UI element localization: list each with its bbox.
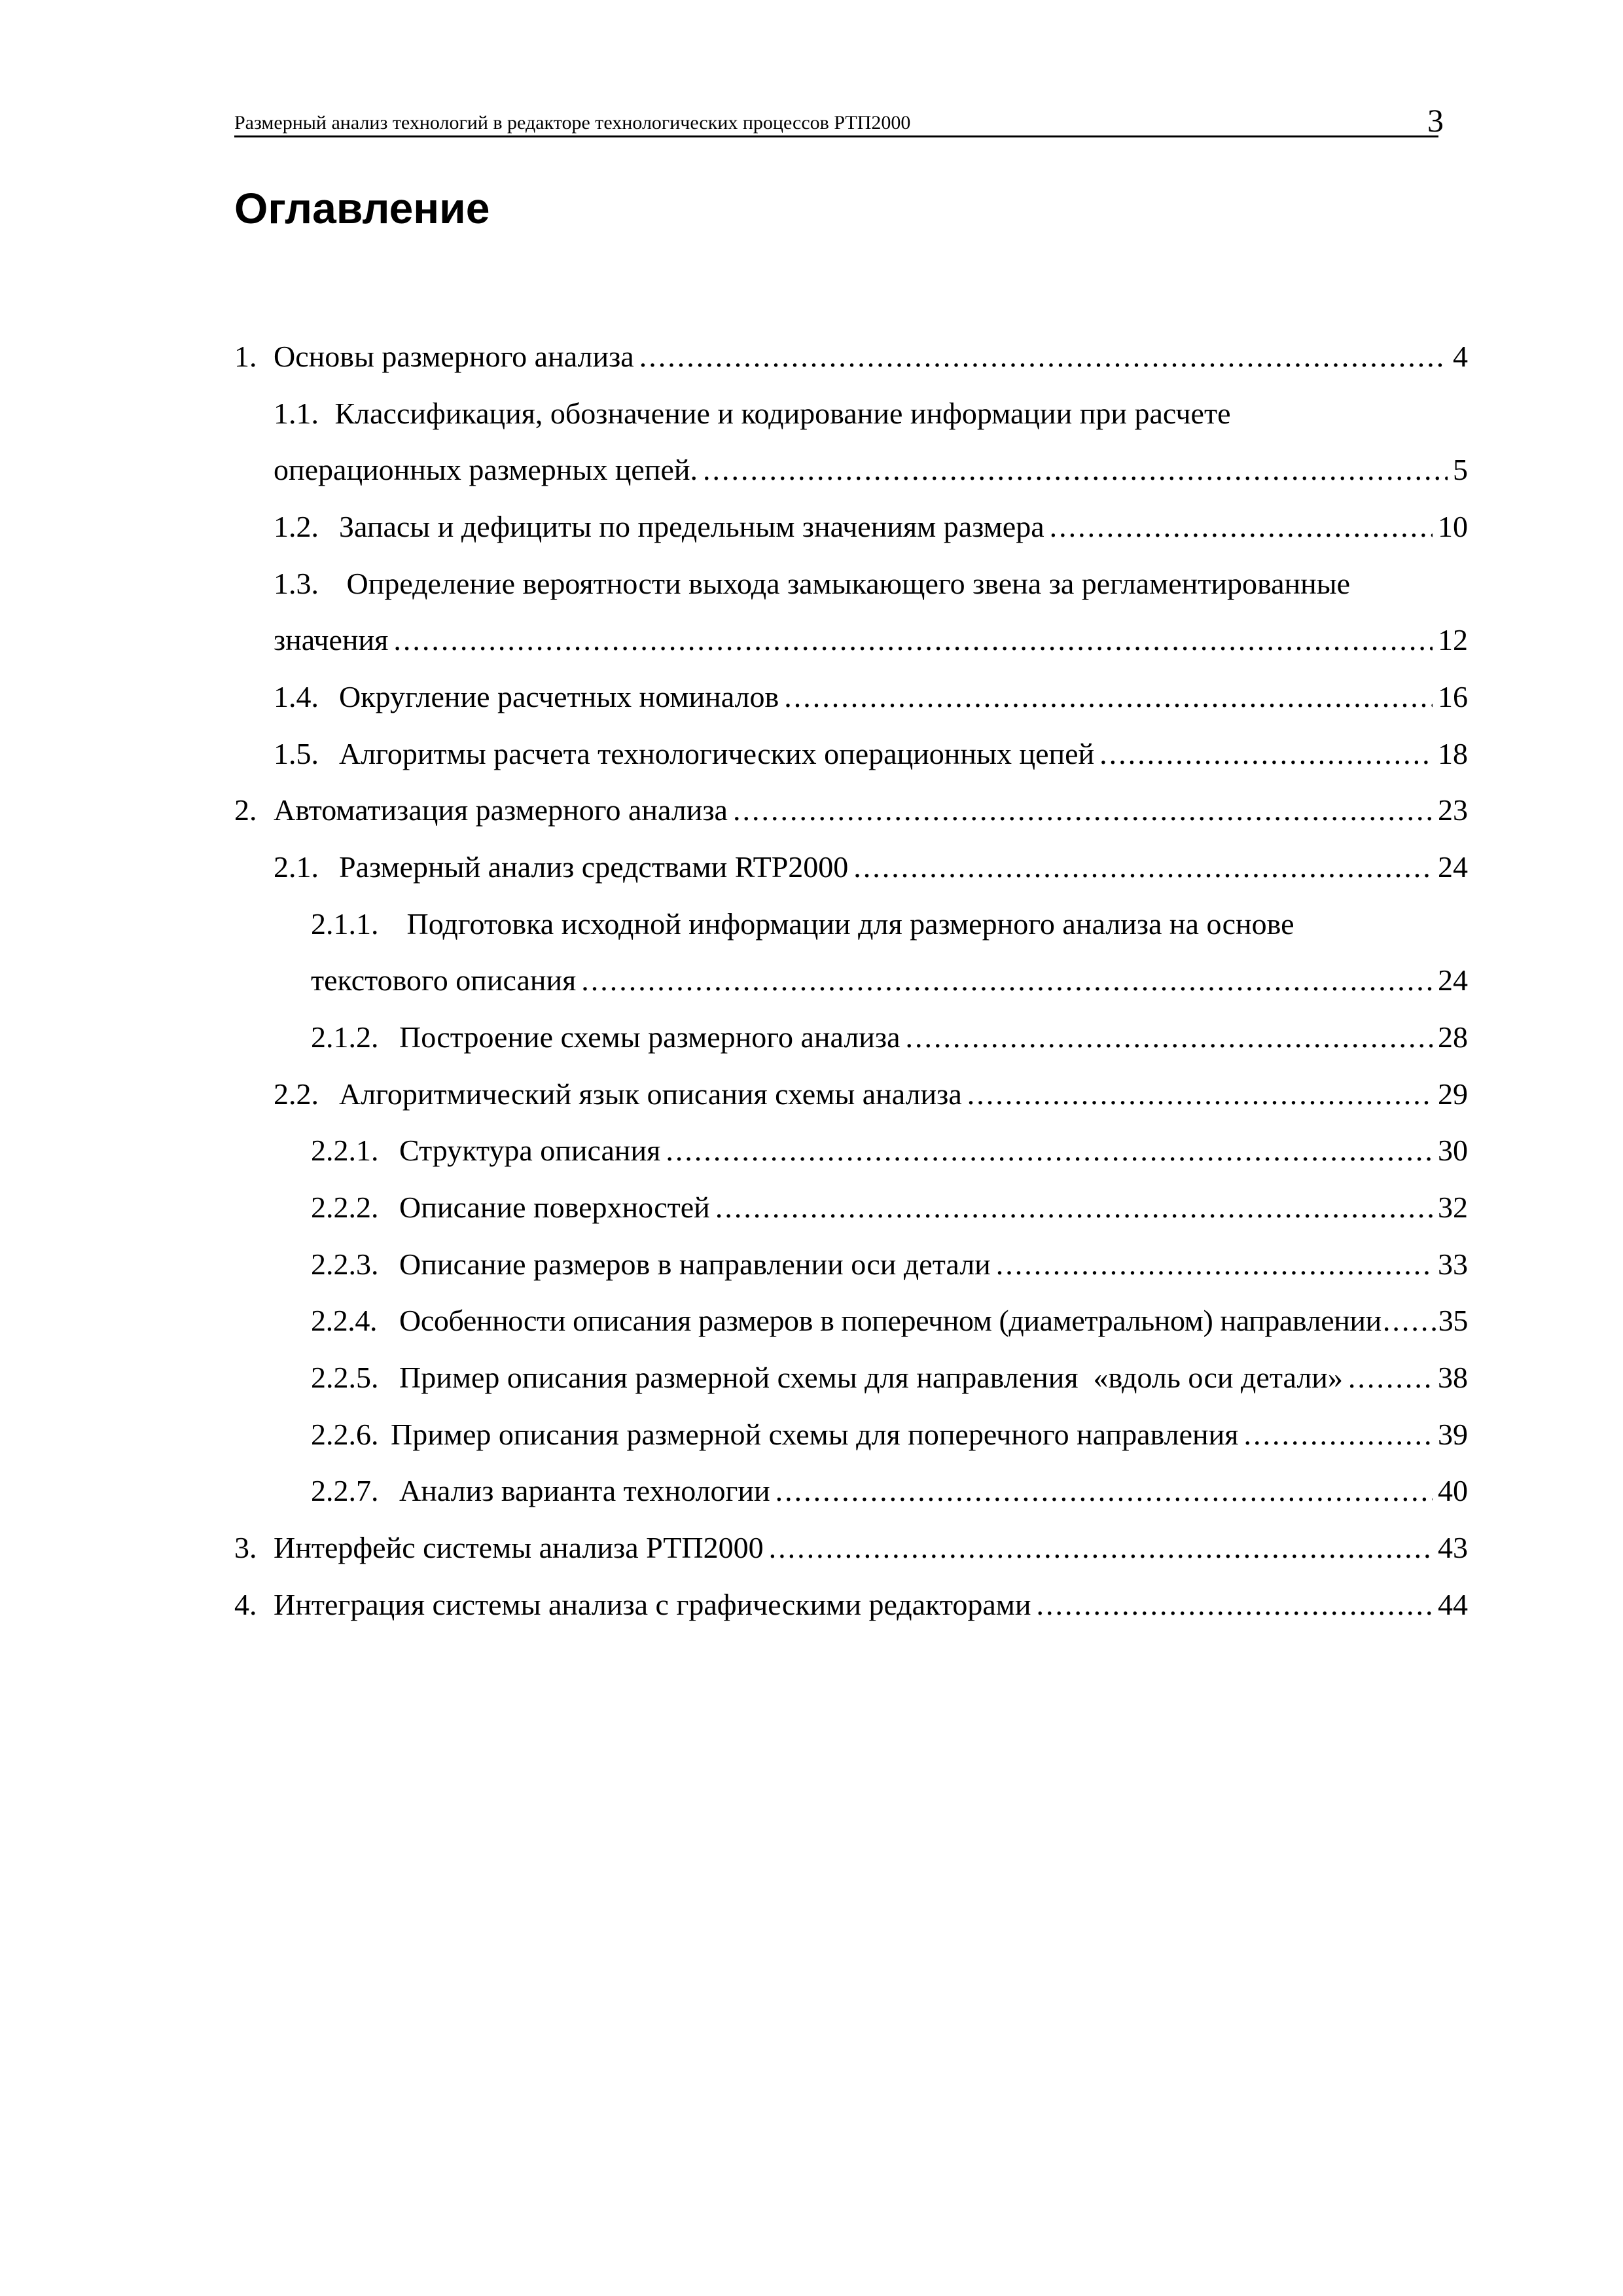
toc-entry-number: 1.	[234, 340, 257, 373]
toc-dot-leader	[996, 1245, 1433, 1284]
toc-dot-leader	[733, 791, 1433, 830]
toc-entry-number: 1.5.	[274, 737, 319, 770]
toc-dot-leader	[703, 450, 1448, 490]
toc-entry-title: текстового описания	[311, 963, 577, 997]
toc-entry-page: 39	[1438, 1418, 1468, 1451]
toc-entry-title: Основы размерного анализа	[274, 340, 634, 373]
toc-dot-leader	[393, 620, 1433, 660]
toc-entry-1-2[interactable]	[274, 507, 1468, 547]
toc-entry-number: 2.1.2.	[311, 1020, 379, 1054]
toc-entry-page: 38	[1438, 1361, 1468, 1394]
toc-entry-title: Описание поверхностей	[399, 1191, 710, 1224]
toc-entry-2-2-2[interactable]	[311, 1188, 1468, 1227]
toc-entry-page: 18	[1438, 737, 1468, 770]
toc-entry-number: 2.2.1.	[311, 1134, 379, 1167]
toc-entry-2[interactable]	[234, 791, 1468, 830]
toc-entry-title: Определение вероятности выхода замыкающего звена за регламентированные	[346, 567, 1351, 600]
toc-entry-2-2-7[interactable]	[311, 1471, 1468, 1511]
toc-entry-number: 2.2.4.	[311, 1304, 378, 1337]
toc-dot-leader	[776, 1471, 1433, 1511]
toc-entry-number: 1.4.	[274, 680, 319, 713]
toc-entry-title: Подготовка исходной информации для размерного анализа на основе	[406, 907, 1294, 941]
toc-entry-page: 33	[1438, 1247, 1468, 1281]
toc-dot-leader	[1099, 734, 1433, 774]
running-header-title: Размерный анализ технологий в редакторе технологических процессов РТП2000	[234, 112, 911, 134]
toc-entry-4[interactable]	[234, 1585, 1468, 1624]
toc-entry-title: Пример описания размерной схемы для направления «вдоль оси детали»	[399, 1361, 1343, 1394]
toc-entry-number: 3.	[234, 1531, 257, 1564]
toc-entry-1-4[interactable]	[274, 677, 1468, 717]
toc-entry-number: 2.2.5.	[311, 1361, 379, 1394]
toc-entry-page: 24	[1438, 850, 1468, 884]
page-number: 3	[1427, 102, 1444, 139]
toc-dot-leader	[666, 1131, 1433, 1170]
toc-entry-page: 44	[1438, 1588, 1468, 1621]
toc-dot-leader	[639, 337, 1448, 376]
toc-entry-title: Анализ варианта технологии	[399, 1474, 770, 1507]
toc-entry-number: 2.2.7.	[311, 1474, 379, 1507]
toc-entry-2-2[interactable]	[274, 1075, 1468, 1114]
toc-entry-2-2-1[interactable]	[311, 1131, 1468, 1170]
toc-entry-title: Построение схемы размерного анализа	[399, 1020, 901, 1054]
toc-dot-leader	[581, 961, 1433, 1000]
toc-entry-title: Запасы и дефициты по предельным значениям размера	[339, 510, 1044, 543]
toc-entry-page: 23	[1438, 793, 1468, 827]
toc-dot-leader	[853, 848, 1433, 887]
toc-entry-page: 24	[1438, 963, 1468, 997]
toc-entry-title: Автоматизация размерного анализа	[274, 793, 728, 827]
toc-entry-title: Размерный анализ средствами RTP2000	[339, 850, 849, 884]
toc-entry-title: Пример описания размерной схемы для поперечного направления	[391, 1418, 1239, 1451]
toc-entry-number: 2.	[234, 793, 257, 827]
toc-entry-number: 2.2.3.	[311, 1247, 379, 1281]
page-title: Оглавление	[234, 184, 490, 232]
toc-entry-number: 1.1.	[274, 397, 319, 430]
toc-entry-1-5[interactable]	[274, 734, 1468, 774]
toc-entry-2-2-6[interactable]	[311, 1415, 1468, 1454]
toc-entry-1-3-continued[interactable]	[274, 620, 1468, 660]
toc-entry-number: 2.2.	[274, 1077, 319, 1111]
toc-entry-title: Особенности описания размеров в поперечном (диаметральном) направлении	[399, 1304, 1382, 1337]
toc-entry-number: 1.3.	[274, 567, 319, 600]
toc-entry-title: Округление расчетных номиналов	[339, 680, 779, 713]
toc-entry-page: 5	[1453, 453, 1468, 486]
toc-entry-title: Интерфейс системы анализа РТП2000	[274, 1531, 764, 1564]
toc-entry-3[interactable]	[234, 1528, 1468, 1568]
toc-entry-page: 35	[1438, 1304, 1468, 1337]
toc-entry-title: Алгоритмический язык описания схемы анализа	[339, 1077, 962, 1111]
toc-entry-2-1-1[interactable]	[311, 905, 1294, 944]
toc-entry-page: 40	[1438, 1474, 1468, 1507]
toc-entry-number: 2.2.2.	[311, 1191, 379, 1224]
toc-entry-page: 16	[1438, 680, 1468, 713]
toc-entry-title: Интеграция системы анализа с графическими редакторами	[274, 1588, 1031, 1621]
toc-entry-page: 43	[1438, 1531, 1468, 1564]
toc-entry-title: Структура описания	[399, 1134, 661, 1167]
toc-entry-2-1-2[interactable]	[311, 1018, 1468, 1057]
toc-entry-page: 10	[1438, 510, 1468, 543]
toc-entry-1-3[interactable]	[274, 564, 1350, 603]
toc-entry-number: 4.	[234, 1588, 257, 1621]
toc-entry-page: 4	[1453, 340, 1468, 373]
toc-entry-title: операционных размерных цепей.	[274, 453, 698, 486]
toc-dot-leader	[1348, 1358, 1433, 1397]
toc-entry-title: Классификация, обозначение и кодирование информации при расчете	[334, 397, 1231, 430]
toc-entry-1-1-continued[interactable]	[274, 450, 1468, 490]
toc-entry-2-2-5[interactable]	[311, 1358, 1468, 1397]
toc-entry-title: значения	[274, 623, 389, 656]
toc-dot-leader	[906, 1018, 1433, 1057]
toc-entry-number: 2.1.	[274, 850, 319, 884]
toc-dot-leader	[1050, 507, 1433, 547]
toc-dot-leader	[784, 677, 1433, 717]
toc-entry-2-1-1-continued[interactable]	[311, 961, 1468, 1000]
toc-entry-1-1[interactable]	[274, 394, 1231, 433]
toc-entry-1[interactable]	[234, 337, 1468, 376]
toc-dot-leader	[967, 1075, 1433, 1114]
toc-entry-page: 29	[1438, 1077, 1468, 1111]
toc-dot-leader	[1036, 1585, 1433, 1624]
toc-entry-number: 1.2.	[274, 510, 319, 543]
toc-dot-leader	[715, 1188, 1433, 1227]
toc-entry-title: Описание размеров в направлении оси детали	[399, 1247, 991, 1281]
toc-dot-leader	[1243, 1415, 1433, 1454]
toc-entry-page: 30	[1438, 1134, 1468, 1167]
toc-dot-leader	[769, 1528, 1433, 1568]
toc-entry-2-2-4[interactable]	[311, 1301, 1468, 1340]
toc-entry-page: 28	[1438, 1020, 1468, 1054]
toc-entry-title: Алгоритмы расчета технологических операционных цепей	[339, 737, 1095, 770]
toc-entry-number: 2.1.1.	[311, 907, 379, 941]
toc-entry-2-1[interactable]	[274, 848, 1468, 887]
toc-entry-page: 32	[1438, 1191, 1468, 1224]
toc-dot-leader	[1383, 1301, 1437, 1340]
toc-entry-number: 2.2.6.	[311, 1418, 379, 1451]
running-header	[234, 98, 1444, 139]
toc-entry-page: 12	[1438, 623, 1468, 656]
toc-entry-2-2-3[interactable]	[311, 1245, 1468, 1284]
